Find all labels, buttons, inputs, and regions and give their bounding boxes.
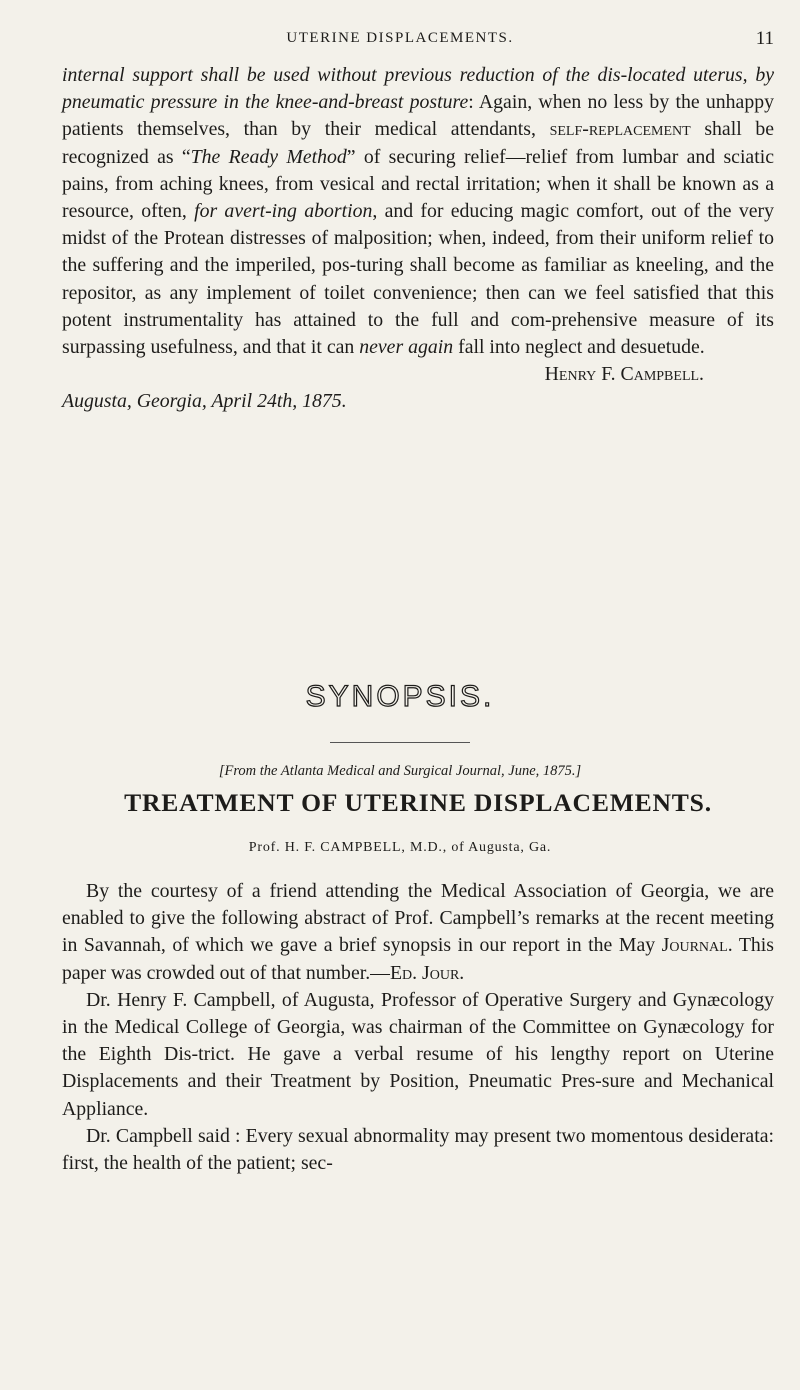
editor-note-paragraph: By the courtesy of a friend attending the Medical Association of Georgia, we are enabled to give the following abstract of Prof. Campbell’s remarks at the recent meeting in Savannah, of which we gave a brief synopsis in our report in the May Journal. This paper was crowded out of that number.—Ed. Jour. <box>62 880 775 984</box>
place-date-line: Augusta, Georgia, April 24th, 1875. <box>62 390 347 413</box>
body-paragraph: Dr. Campbell said : Every sexual abnormality may present two momentous desiderata: first, the health of the patient; sec- <box>62 1124 774 1175</box>
italic-phrase: internal support shall be used without previous reduction of the dis-located uterus, by pneumatic pressure in the knee-and-breast posture <box>62 64 774 114</box>
article-author: Prof. H. F. CAMPBELL, M.D., of Augusta, Ga. <box>248 840 552 855</box>
author-signature: Henry F. Campbell. <box>544 363 704 386</box>
closing-text-block <box>62 62 774 416</box>
article-body <box>62 878 774 1177</box>
page-number: 11 <box>755 28 774 49</box>
article-title: TREATMENT OF UTERINE DISPLACEMENTS. <box>124 788 712 817</box>
synopsis-heading: SYNOPSIS. <box>305 680 495 713</box>
closing-paragraph: internal support shall be used without previous reduction of the dis-located uterus, by pneumatic pressure in the knee-and-breast posture: Again, when no less by the unhappy patients themselves, than by their medical attendants, self-replacement shall be recognized as “The Ready Method” of securing relief—relief from lumbar and sciatic pains, from aching knees, from vesical and rectal irritation; when it shall be known as a resource, often, for avert-ing abortion, and for educing magic comfort, out of the very midst of the Protean distresses of malposition; when, indeed, from their uniform relief to the suffering and the imperiled, pos-turing shall become as familiar as kneeling, and the repositor, as any implement of toilet convenience; then can we feel satisfied that this potent instrumentality has attained to the full and com-prehensive measure of its surpassing usefulness, and that it can never again fall into neglect and desuetude. <box>62 64 774 359</box>
section-divider <box>330 742 470 743</box>
source-citation: [From the Atlanta Medical and Surgical Journal, June, 1875.] <box>218 763 582 779</box>
body-paragraph: Dr. Henry F. Campbell, of Augusta, Professor of Operative Surgery and Gynæcology in the Medical College of Georgia, was chairman of the Committee on Gynæcology for the Eighth Dis-trict. He gave a verbal resume of his lengthy report on Uterine Displacements and their Treatment by Position, Pneumatic Pres-sure and Mechanical Appliance. <box>62 988 774 1120</box>
running-title: UTERINE DISPLACEMENTS. <box>286 30 514 46</box>
small-caps-term: self-replacement <box>549 118 691 141</box>
running-header <box>0 30 800 54</box>
